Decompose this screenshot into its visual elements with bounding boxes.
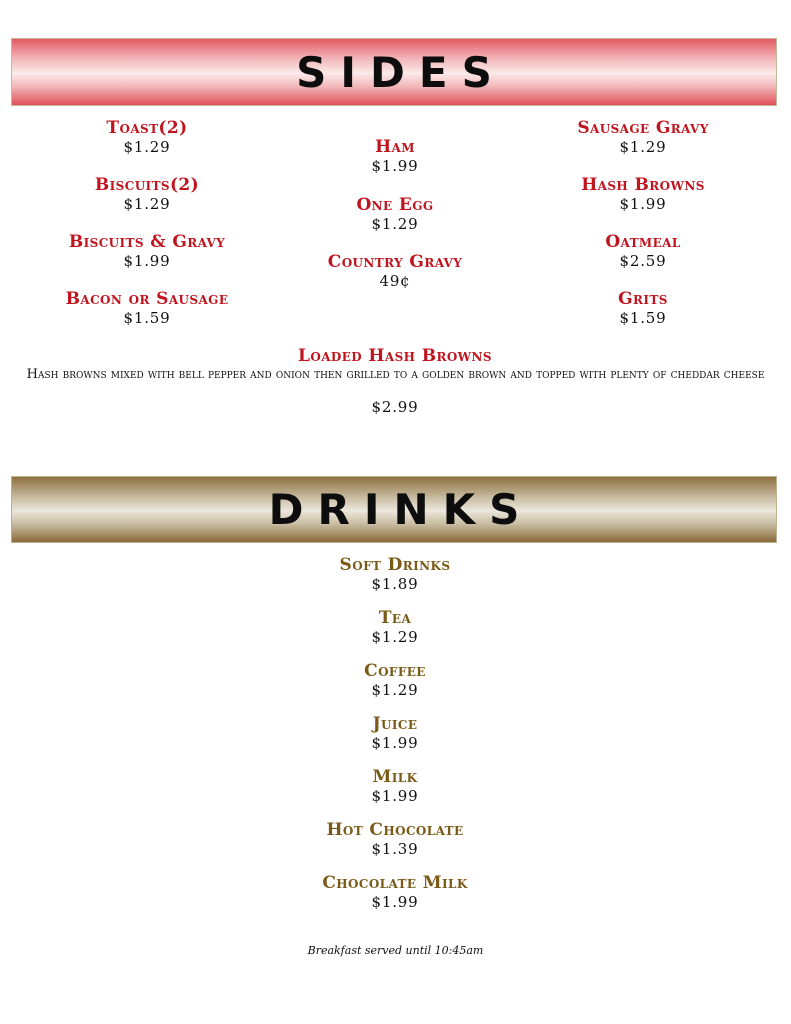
menu-item-oatmeal: [513, 233, 773, 271]
menu-item-soft-drinks: [265, 556, 525, 594]
menu-item-loaded-hash-browns: [195, 347, 595, 366]
item-description: Hash browns mixed with bell pepper and onion then grilled to a golden brown and topped with plenty of cheddar cheese: [26, 367, 765, 382]
item-name: Chocolate Milk: [322, 873, 468, 893]
item-price: $1.29: [371, 681, 419, 699]
menu-item-country-gravy: [265, 253, 525, 291]
item-price: $1.39: [371, 840, 419, 858]
item-price: $1.89: [371, 575, 419, 593]
menu-item-juice: [265, 715, 525, 753]
item-price: $2.59: [619, 252, 667, 270]
item-name: Toast(2): [106, 118, 188, 138]
drinks-banner: [11, 476, 777, 543]
menu-item-biscuits-gravy: [17, 233, 277, 271]
menu-item-chocolate-milk: [265, 874, 525, 912]
menu-item-bacon-sausage: [17, 290, 277, 328]
item-name: Tea: [378, 608, 412, 628]
menu-item-grits: [513, 290, 773, 328]
item-price: $1.99: [619, 195, 667, 213]
item-price: 49¢: [379, 272, 411, 290]
item-name: Soft Drinks: [339, 555, 451, 575]
item-name: Coffee: [364, 661, 426, 681]
menu-item-tea: [265, 609, 525, 647]
item-price: $1.29: [619, 138, 667, 156]
featured-price-wrap: [265, 398, 525, 417]
menu-item-ham: [265, 138, 525, 176]
menu-item-hot-chocolate: [265, 821, 525, 859]
item-price: $1.99: [371, 734, 419, 752]
item-name: One Egg: [356, 195, 434, 215]
item-price: $1.29: [123, 138, 171, 156]
item-price: $1.99: [371, 893, 419, 911]
sides-title: SIDES: [296, 47, 506, 97]
menu-item-hash-browns: [513, 176, 773, 214]
item-name: Country Gravy: [327, 252, 463, 272]
item-price: $1.99: [123, 252, 171, 270]
menu-item-one-egg: [265, 196, 525, 234]
menu-item-coffee: [265, 662, 525, 700]
item-name: Loaded Hash Browns: [298, 346, 492, 366]
item-name: Milk: [372, 767, 418, 787]
item-price: $1.29: [123, 195, 171, 213]
item-name: Bacon or Sausage: [65, 289, 229, 309]
item-price: $1.59: [619, 309, 667, 327]
item-price: $1.99: [371, 157, 419, 175]
item-price: $1.29: [371, 215, 419, 233]
item-name: Biscuits(2): [94, 175, 200, 195]
item-name: Ham: [375, 137, 415, 157]
drinks-title: DRINKS: [268, 485, 534, 534]
item-name: Hash Browns: [581, 175, 705, 195]
item-name: Biscuits & Gravy: [68, 232, 226, 252]
menu-item-toast: [17, 119, 277, 157]
menu-item-biscuits: [17, 176, 277, 214]
item-name: Hot Chocolate: [326, 820, 464, 840]
item-price: $1.99: [371, 787, 419, 805]
item-name: Grits: [618, 289, 668, 309]
item-name: Sausage Gravy: [577, 118, 709, 138]
item-name: Oatmeal: [605, 232, 681, 252]
item-name: Juice: [372, 714, 418, 734]
item-price: $2.99: [371, 398, 419, 416]
sides-banner: [11, 38, 777, 106]
menu-item-sausage-gravy: [513, 119, 773, 157]
item-price: $1.59: [123, 309, 171, 327]
breakfast-hours-note: Breakfast served until 10:45am: [307, 944, 484, 957]
menu-item-milk: [265, 768, 525, 806]
item-price: $1.29: [371, 628, 419, 646]
